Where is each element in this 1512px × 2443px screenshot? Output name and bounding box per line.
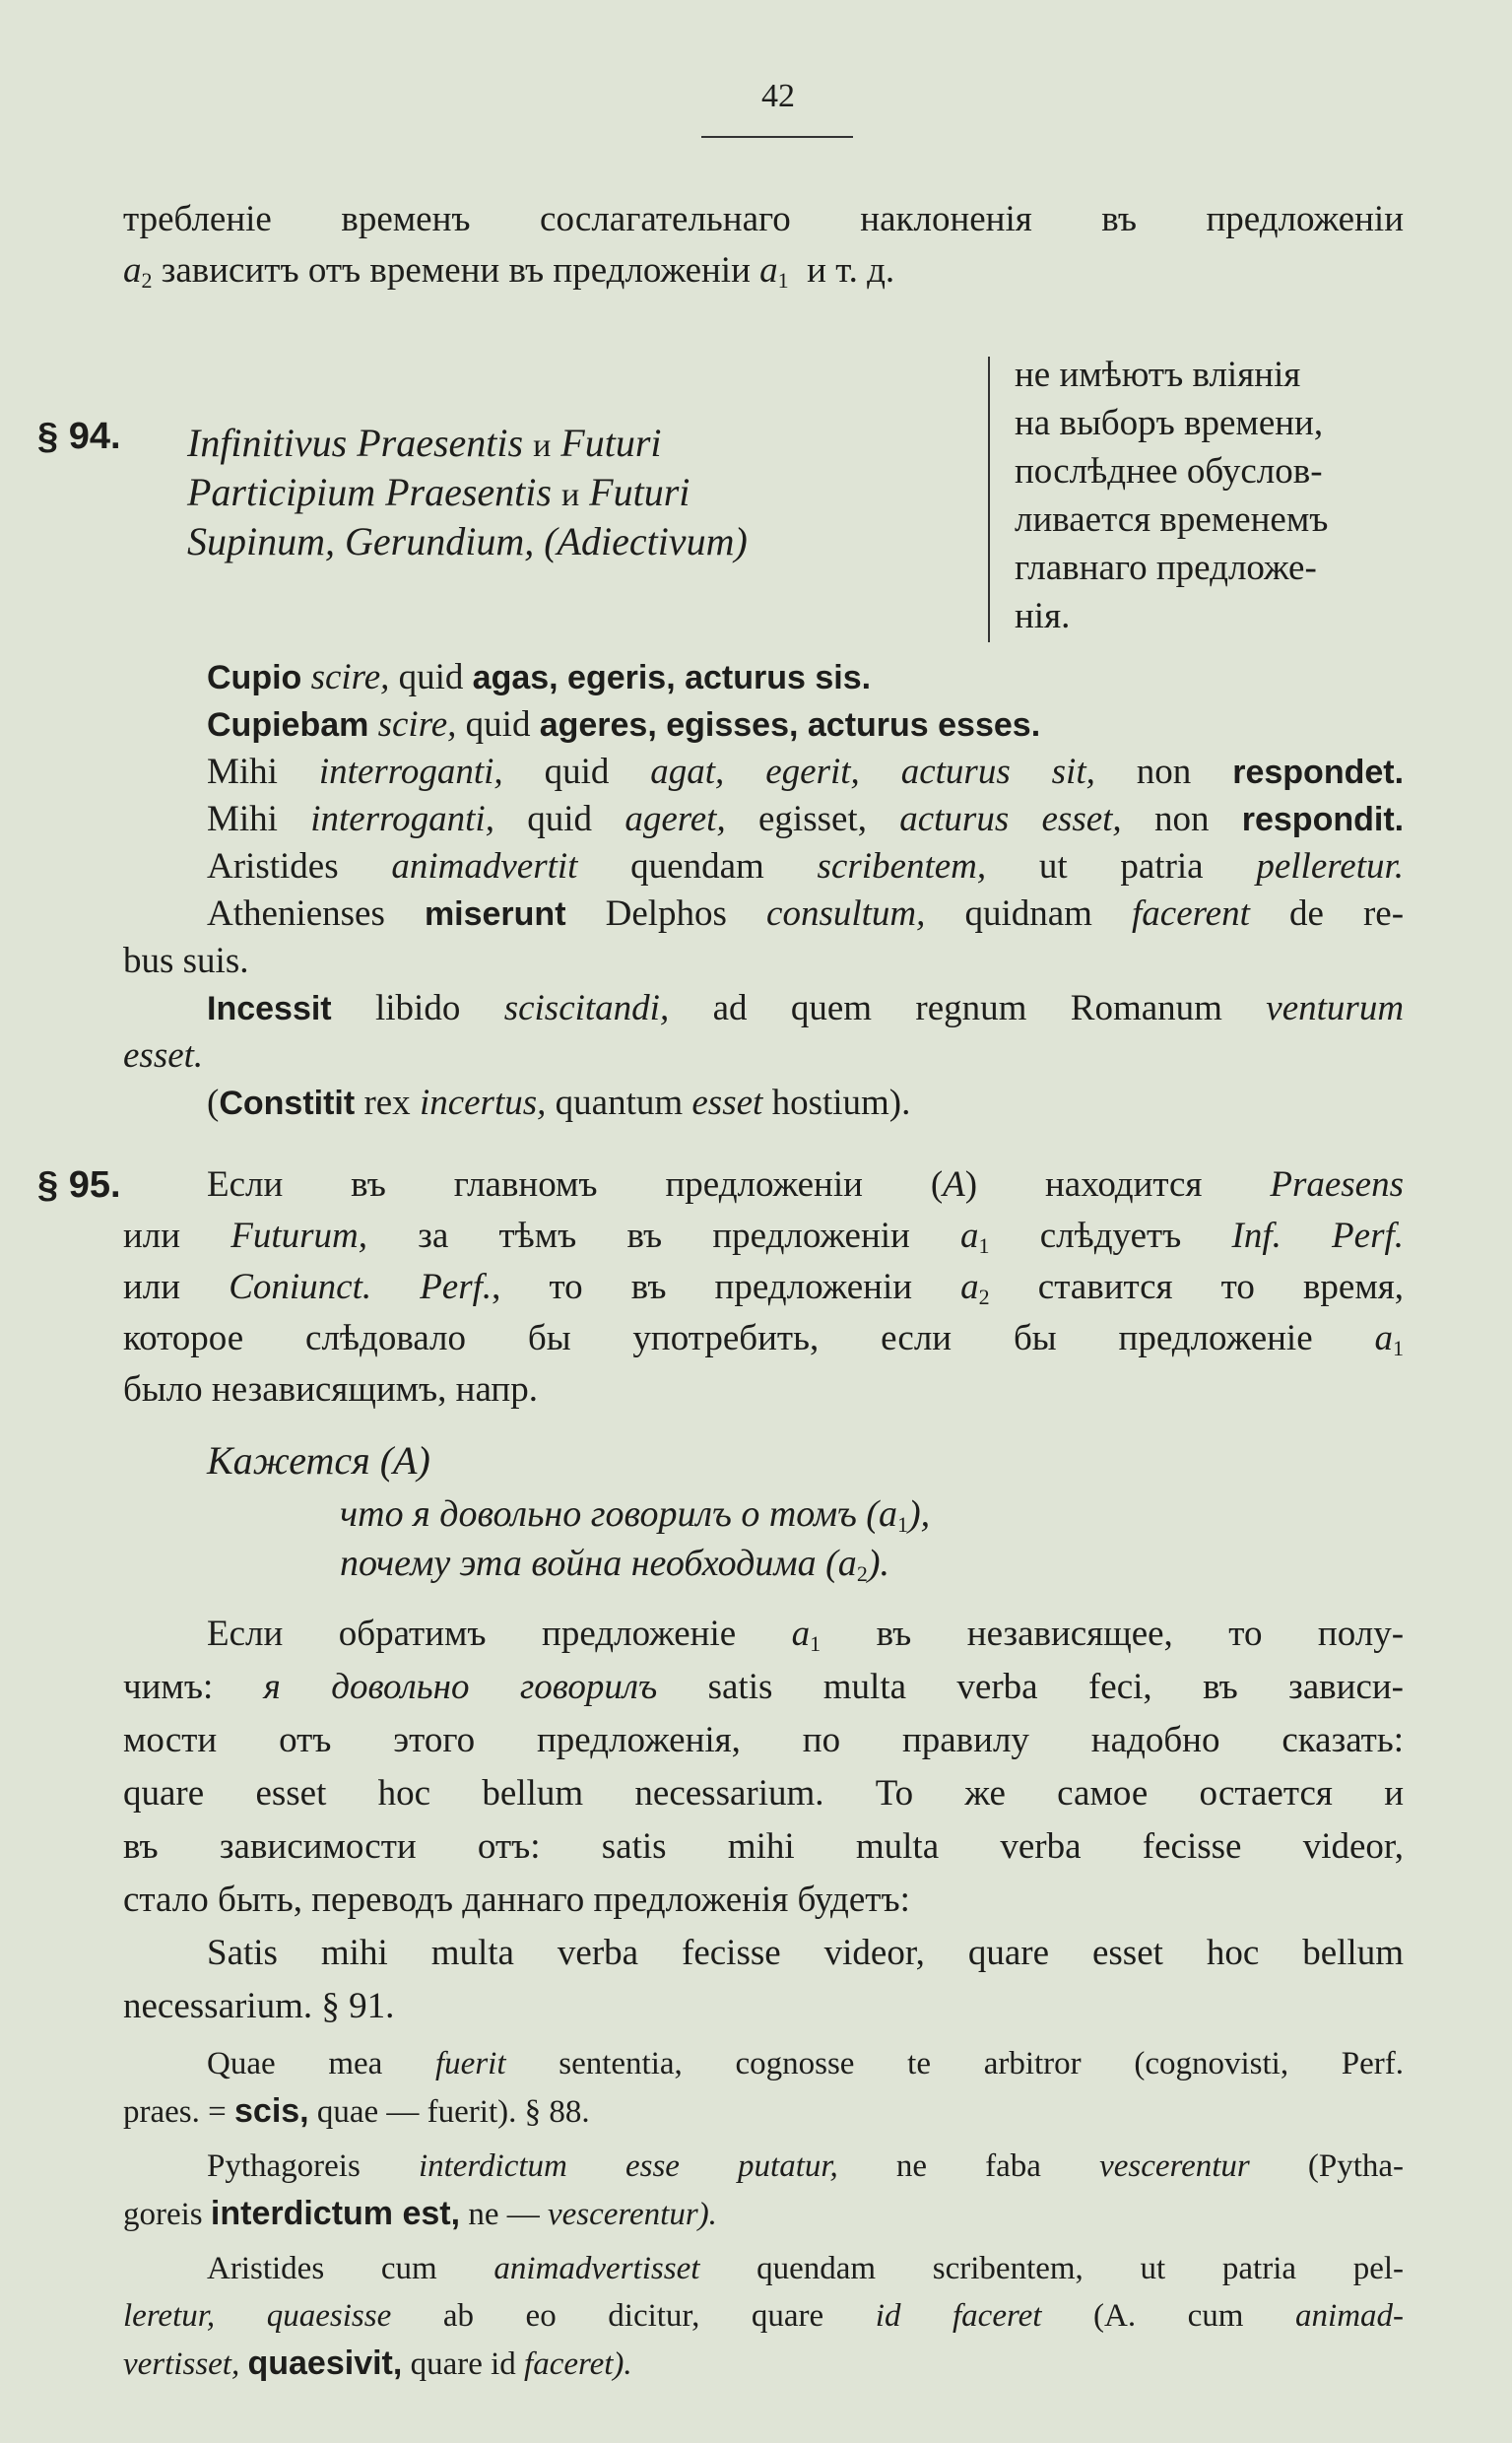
sub: 2	[141, 268, 153, 293]
w: pelleretur.	[1256, 846, 1405, 887]
w: quid	[398, 657, 464, 697]
ex94-4	[207, 795, 1404, 844]
w: scribentem,	[817, 846, 987, 887]
s95-line-3	[123, 1263, 1404, 1322]
ex94-9: esset.	[123, 1035, 204, 1076]
w: или	[123, 1267, 181, 1307]
w: Quae mea	[207, 2046, 383, 2081]
w: egisset,	[758, 799, 867, 839]
w: Cupiebam	[207, 706, 369, 744]
w: non	[1153, 799, 1210, 839]
w: a	[1374, 1318, 1393, 1358]
ex94-6	[207, 890, 1404, 939]
w: что я довольно говорилъ о томъ (a	[340, 1493, 897, 1535]
w: quaesisse	[266, 2298, 392, 2334]
w: quendam	[630, 846, 764, 887]
w: Cupio	[207, 659, 302, 696]
w: которое слѣдовало бы употребить, если бы предложеніе	[123, 1318, 1313, 1358]
w: Aristides	[207, 846, 339, 887]
w: esset	[691, 1083, 763, 1123]
term: Futuri	[589, 470, 690, 514]
w: facerent	[1132, 893, 1250, 934]
s94-right-4: ливается временемъ	[1015, 499, 1329, 540]
w: Coniunct. Perf.	[229, 1267, 493, 1307]
w: scire,	[310, 657, 390, 697]
s95-line-1	[207, 1160, 1404, 1210]
text: и т. д.	[807, 250, 895, 291]
s94-right-2: на выборъ времени,	[1015, 403, 1324, 443]
w: respondet.	[1232, 754, 1405, 791]
s94-line-3: Supinum, Gerundium, (Adiectivum)	[187, 519, 748, 563]
w: я довольно говорилъ	[263, 1667, 658, 1707]
w: quid	[544, 752, 610, 792]
w: faceret).	[524, 2346, 632, 2382]
w: quidnam	[964, 893, 1092, 934]
ex94-3	[207, 748, 1404, 797]
w: Delphos	[605, 893, 727, 934]
w: interdictum esse putatur,	[418, 2148, 838, 2184]
w: satis multa verba fecі, въ зависи-	[707, 1667, 1405, 1707]
w: въ независящее, то полу-	[876, 1614, 1405, 1654]
brace	[988, 357, 998, 642]
term: Infinitivus Praesentis	[187, 421, 524, 465]
w: interdictum est,	[210, 2195, 461, 2232]
w: ageres, egisses, acturus esses.	[539, 706, 1041, 744]
w: consultum,	[766, 893, 926, 934]
ex94-8	[207, 984, 1404, 1033]
w: libido	[374, 988, 461, 1028]
w: de re-	[1288, 893, 1405, 934]
w: leretur,	[123, 2298, 216, 2334]
sub: 2	[856, 1561, 868, 1586]
w: Если въ главномъ предложеніи (	[207, 1164, 944, 1205]
term: Futuri	[560, 421, 662, 465]
w: sciscitandi,	[503, 988, 670, 1028]
w: слѣдуетъ	[1039, 1216, 1182, 1256]
w: vescerentur	[1099, 2148, 1250, 2184]
section-95-label: § 95.	[37, 1164, 121, 1206]
sym-a: a	[123, 250, 142, 291]
w: Mihi	[207, 799, 278, 839]
w: ) находится	[964, 1164, 1203, 1205]
w: quae — fuerit). § 88.	[316, 2094, 590, 2130]
w: quare id	[410, 2346, 516, 2382]
w: или	[123, 1216, 181, 1256]
w: animad-	[1295, 2298, 1405, 2334]
w: animadvertisset	[493, 2251, 700, 2286]
s95-r1	[207, 2039, 1404, 2088]
s94-right-6: нія.	[1015, 596, 1071, 636]
w: interroganti,	[318, 752, 503, 792]
w: Aristides cum	[207, 2251, 437, 2286]
w: a	[960, 1216, 979, 1256]
ex94-7: bus suis.	[123, 941, 249, 981]
s95-line-5: было независящимъ, напр.	[123, 1369, 538, 1410]
w: Incessit	[207, 990, 332, 1027]
s94-right-1: не имѣютъ вліянія	[1015, 355, 1301, 395]
w: animadvertit	[391, 846, 578, 887]
w: ad quem regnum Romanum	[712, 988, 1222, 1028]
sub: 1	[810, 1631, 822, 1656]
w: Pythagoreis	[207, 2148, 361, 2184]
w: за тѣмъ въ предложеніи	[418, 1216, 910, 1256]
w: interroganti,	[310, 799, 494, 839]
s94-line-1	[187, 420, 662, 470]
w: (Pytha-	[1307, 2148, 1405, 2184]
s95-example-c	[340, 1539, 1512, 1599]
s95-q7: Satis mihi multa verba fecisse videor, quare esset hoc bellum	[207, 1933, 1404, 1973]
w: venturum	[1266, 988, 1405, 1028]
section-94-label: § 94.	[37, 416, 121, 457]
ex94-1	[207, 653, 1487, 702]
s95-r2	[123, 2086, 1404, 2137]
w: ne faba	[895, 2148, 1041, 2184]
w: чимъ:	[123, 1667, 214, 1707]
w: Futurum,	[230, 1216, 368, 1256]
w: a	[791, 1614, 811, 1654]
w: hostium).	[771, 1083, 911, 1123]
page-number-rule	[701, 136, 853, 138]
w: (	[207, 1083, 220, 1123]
s95-q3: мости отъ этого предложенія, по правилу надобно сказать:	[123, 1720, 1404, 1760]
w: incertus,	[419, 1083, 547, 1123]
page-number: 42	[761, 78, 795, 114]
w: quaesivit,	[247, 2344, 403, 2382]
w: Если обратимъ предложеніе	[207, 1614, 737, 1654]
s95-q6: стало быть, переводъ даннаго предложенія будетъ:	[123, 1880, 910, 1920]
w: ab eo dicitur, quare	[442, 2298, 824, 2334]
w: ne —	[468, 2197, 540, 2232]
w: id faceret	[875, 2298, 1042, 2334]
s95-q1	[207, 1610, 1404, 1669]
ex94-5	[207, 842, 1404, 891]
sub: 2	[978, 1285, 990, 1309]
w: quendam scribentem, ut patria pel-	[756, 2251, 1405, 2286]
sym-a: a	[759, 250, 778, 291]
w: scire,	[377, 704, 457, 745]
conj: и	[533, 428, 552, 464]
w: goreis	[123, 2197, 203, 2232]
s95-q5: въ зависимости отъ: satis mihi multa verba fecisse videor,	[123, 1826, 1404, 1867]
w: ставится то время,	[1037, 1267, 1405, 1307]
s95-q2	[123, 1663, 1404, 1712]
w: , то въ предложеніи	[492, 1267, 913, 1307]
w: Praesens	[1270, 1164, 1404, 1205]
s95-q8: necessarium. § 91.	[123, 1986, 395, 2026]
w: quid	[465, 704, 531, 745]
ex94-2	[207, 700, 1487, 750]
s94-line-2	[187, 469, 690, 519]
w: scis,	[234, 2092, 309, 2130]
w: ageret,	[625, 799, 726, 839]
w: почему эта война необходима (a	[340, 1543, 857, 1584]
w: agat, egerit, acturus sit,	[650, 752, 1095, 792]
w: miserunt	[424, 895, 566, 933]
sub: 1	[777, 268, 789, 293]
w: Athenienses	[207, 893, 385, 934]
s95-line-2	[123, 1212, 1404, 1271]
w: sententia, cognosse te arbitror (cognovisti, Perf.	[559, 2046, 1405, 2081]
w: ).	[867, 1543, 889, 1584]
w: Inf. Perf.	[1231, 1216, 1405, 1256]
conj: и	[560, 477, 580, 513]
s94-right-3: послѣднее обуслов-	[1015, 451, 1323, 492]
sub: 1	[978, 1233, 990, 1258]
w: quid	[527, 799, 593, 839]
w: A	[943, 1164, 965, 1205]
w: fuerit	[435, 2046, 506, 2081]
w: acturus esset,	[899, 799, 1122, 839]
s94-right-5: главнаго предложе-	[1015, 548, 1317, 588]
s95-r6	[123, 2291, 1404, 2341]
w: ut patria	[1038, 846, 1204, 887]
w: agas, egeris, acturus sis.	[472, 659, 872, 696]
s95-r5	[207, 2244, 1404, 2293]
w: Mihi	[207, 752, 278, 792]
w: vescerentur).	[547, 2197, 717, 2232]
w: vertisset,	[123, 2346, 240, 2382]
s95-line-4	[123, 1314, 1404, 1373]
s95-r4	[123, 2189, 1404, 2239]
w: Constitit	[219, 1085, 356, 1122]
s95-r7	[123, 2339, 1404, 2389]
w: quantum	[555, 1083, 684, 1123]
s95-r3	[207, 2142, 1404, 2191]
w: rex	[363, 1083, 411, 1123]
term: Participium Praesentis	[187, 470, 552, 514]
s95-q4: quare esset hoc bellum necessarium. То же самое остается и	[123, 1773, 1404, 1814]
w: respondit.	[1241, 801, 1405, 838]
sub: 1	[1393, 1336, 1404, 1360]
w: non	[1136, 752, 1192, 792]
ex94-10	[207, 1079, 1487, 1128]
sub: 1	[896, 1512, 908, 1537]
top-line-1: требленіе временъ сослагательнаго наклоненія въ предложеніи	[123, 199, 1404, 239]
text: зависитъ отъ времени въ предложеніи	[161, 250, 751, 291]
w: (A. cum	[1093, 2298, 1244, 2334]
w: ),	[907, 1493, 931, 1535]
w: a	[960, 1267, 979, 1307]
w: praes. =	[123, 2094, 227, 2130]
s95-example-a: Кажется (A)	[207, 1438, 430, 1483]
top-line-2	[123, 246, 1404, 305]
